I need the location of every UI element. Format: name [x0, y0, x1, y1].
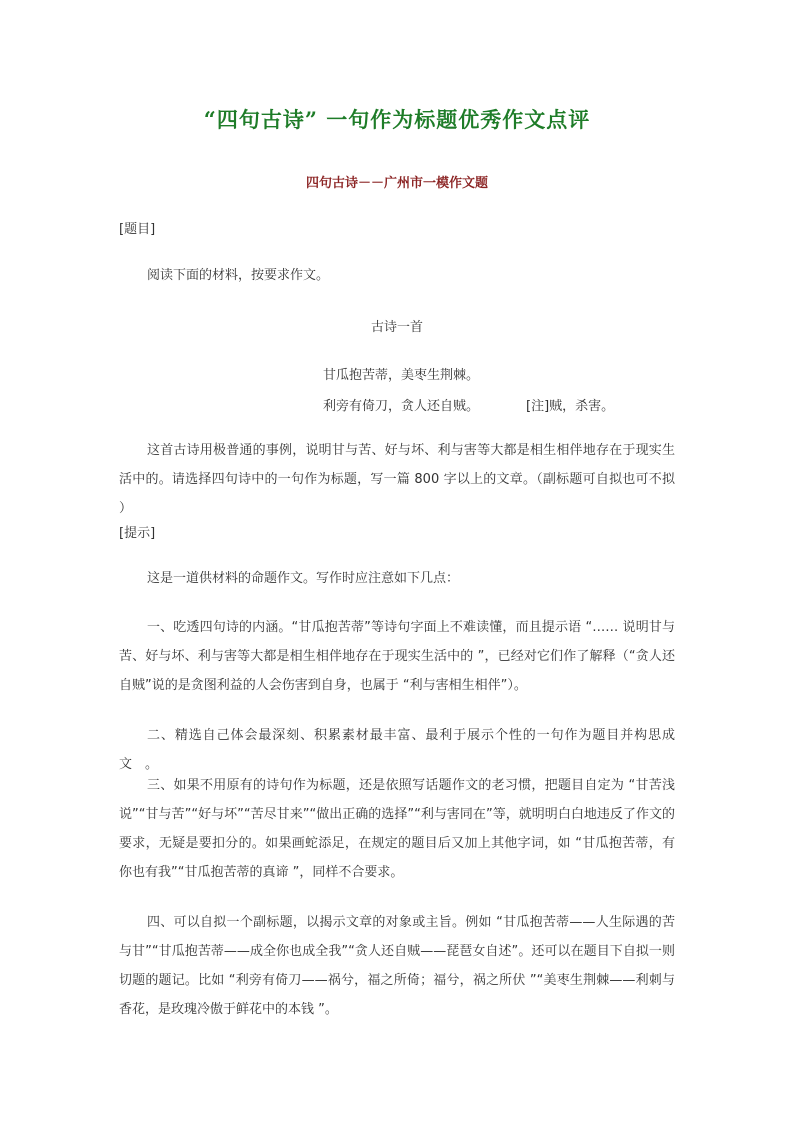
- subtitle: 四句古诗－－广州市一模作文题: [305, 176, 488, 191]
- topic-paragraph: 这首古诗用极普通的事例，说明甘与苦、好与坏、利与害等大都是相生相伴地存在于现实生活中的。请选择四句诗中的一句作为标题，写一篇 800 字以上的文章。（副标题可自拟也可不拟 ）: [119, 443, 675, 516]
- hint-point-3: 三、如果不用原有的诗句作为标题，还是依照写话题作文的老习惯，把题目自定为 “甘苦浅说”“甘与苦”“好与坏”“苦尽甘来”“做出正确的选择”“利与害同在”等，就明明白白地违反了作文的要求，无疑是要扣分的。如果画蛇添足，在规定的题目后又加上其他字词，如 “甘瓜抱苦蒂，有你也有我”“甘瓜抱苦蒂的真谛 ”，同样不合要求。: [119, 778, 675, 880]
- poem-line-2: 利旁有倚刀，贪人还自贼。: [323, 399, 480, 414]
- poem-heading: 古诗一首: [370, 320, 423, 335]
- poem-note: [注]贼，杀害。: [526, 399, 615, 414]
- poem-line-1: 甘瓜抱苦蒂，美枣生荆棘。: [323, 368, 480, 383]
- hint-point-1: 一、吃透四句诗的内涵。“甘瓜抱苦蒂”等诗句字面上不难读懂，而且提示语 “…… 说明甘与苦、好与坏、利与害等大都是相生相伴地存在于现实生活中的 ”，已经对它们作了解释（“贪人还自贼”说的是贪图利益的人会伤害到自身，也属于 “利与害相生相伴”）。: [119, 620, 675, 693]
- page-title: “四句古诗” 一句作为标题优秀作文点评: [203, 107, 591, 132]
- hint-point-4: 四、可以自拟一个副标题，以揭示文章的对象或主旨。例如 “甘瓜抱苦蒂——人生际遇的苦与甘”“甘瓜抱苦蒂——成全你也成全我”“贪人还自贼——琵琶女自述”。还可以在题目下自拟一则切题的题记。比如 “利旁有倚刀——祸兮，福之所倚；福兮，祸之所伏 ”“美枣生荆棘——利刺与香花，是玫瑰冷傲于鲜花中的本钱 ”。: [119, 915, 675, 1017]
- section-label-topic: [题目]: [119, 222, 156, 237]
- hint-intro-paragraph: 这是一道供材料的命题作文。写作时应注意如下几点：: [147, 571, 460, 586]
- hint-point-2: 二、精选自己体会最深刻、积累素材最丰富、最利于展示个性的一句作为题目并构思成文 。: [119, 728, 675, 772]
- section-label-hint: [提示]: [119, 526, 156, 541]
- intro-paragraph: 阅读下面的材料，按要求作文。: [147, 268, 330, 283]
